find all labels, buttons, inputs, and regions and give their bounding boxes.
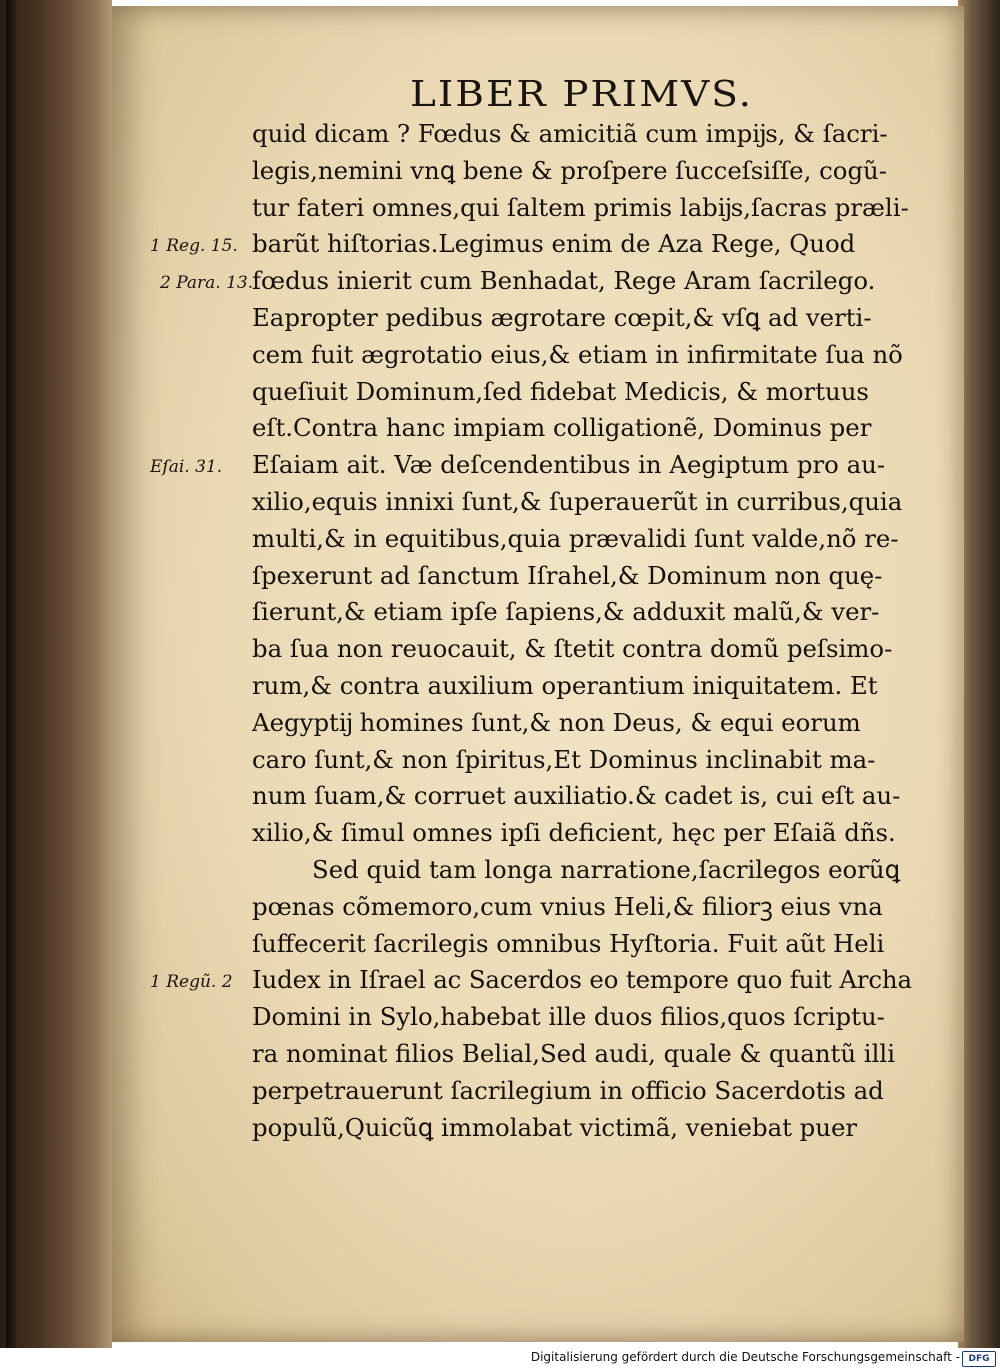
text-line: perpetrauerunt ſacrilegium in officio Sacerdotis ad [252,1075,884,1105]
text-line: tur fateri omnes,qui ſaltem primis labĳs,ſacras præli- [252,192,909,222]
marginal-note: 1 Regũ. 2 [150,972,233,993]
text-line: Domini in Sylo,habebat ille duos filios,quos ſcriptu- [252,1002,885,1032]
text-line: xilio,& ſimul omnes ipſi deficient, hęc per Eſaiã dñs. [252,818,896,848]
text-line: pœnas cõmemoro,cum vnius Heli,& filiorꝫ eius vna [252,891,883,921]
book-block-edge [958,0,1000,1348]
text-line: xilio,equis innixi ſunt,& ſuperauerũt in curribus,quia [252,486,903,516]
text-line: ſpexerunt ad ſanctum Iſrahel,& Dominum non quę- [252,560,883,590]
text-line: Iudex in Iſrael ac Sacerdos eo tempore quo fuit Archa [252,965,912,995]
text-line: legis,nemini vnꝗ bene & proſpere ſucceſsiſſe, cogũ- [252,155,888,185]
text-line: ſierunt,& etiam ipſe ſapiens,& adduxit malũ,& ver- [252,597,880,627]
text-line: queſiuit Dominum,ſed fidebat Medicis, & mortuus [252,376,869,406]
marginal-note: 2 Para. 13. [160,273,254,294]
running-head: LIBER PRIMVS. [410,74,754,116]
text-line: rum,& contra auxilium operantium iniquitatem. Et [252,670,878,700]
digitization-footer [0,1348,1000,1368]
text-line: Aegyptĳ homines ſunt,& non Deus, & equi eorum [252,707,861,737]
text-line: num ſuam,& corruet auxiliatio.& cadet is, cui eſt au- [252,781,901,811]
text-line: Sed quid tam longa narratione,ſacrilegos eorũꝗ [312,854,901,884]
body-text [252,116,912,1146]
text-line: fœdus inierit cum Benhadat, Rege Aram ſacrilego. [252,266,876,296]
text-line: quid dicam ? Fœdus & amicitiã cum impĳs, & ſacri- [252,119,888,148]
marginal-note: 1 Reg. 15. [150,236,238,257]
text-line: Eapropter pedibus ægrotare cœpit,& vſꝗ ad verti- [252,302,872,332]
text-line: caro ſunt,& non ſpiritus,Et Dominus inclinabit ma- [252,744,876,774]
text-line: barũt hiſtorias.Legimus enim de Aza Rege, Quod [252,229,856,259]
text-line: multi,& in equitibus,quia prævalidi ſunt valde,nõ re- [252,523,899,553]
text-line: ſuffecerit ſacrilegis omnibus Hyſtoria. Fuit aũt Heli [252,928,885,958]
dfg-logo: DFG [962,1351,996,1367]
footer-credit: Digitalisierung gefördert durch die Deutsche Forschungsgemeinschaft - [530,1350,960,1364]
text-line: cem fuit ægrotatio eius,& etiam in infirmitate ſua nõ [252,339,903,369]
book-binding-edge [6,0,16,1348]
text-line: ba ſua non reuocauit, & ſtetit contra domũ peſsimo- [252,634,893,664]
text-line: eſt.Contra hanc impiam colligationẽ, Dominus per [252,413,872,443]
text-line: populũ,Quicũꝗ immolabat victimã, veniebat puer [252,1112,858,1142]
text-line: Eſaiam ait. Væ deſcendentibus in Aegiptum pro au- [252,450,886,480]
book-gutter [0,0,112,1348]
marginal-note: Eſai. 31. [150,457,223,478]
text-line: ra nominat filios Belial,Sed audi, quale & quantũ illi [252,1038,895,1068]
